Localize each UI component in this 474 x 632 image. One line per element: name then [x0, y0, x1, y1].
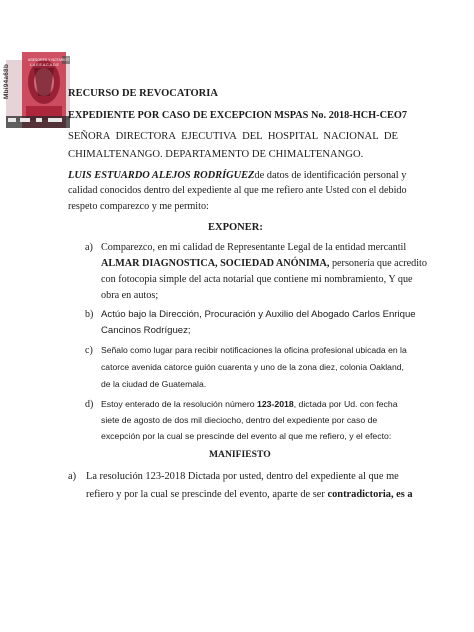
- company-rest: personería que acredito: [331, 258, 427, 269]
- salutation-line-1: [68, 132, 398, 143]
- item-a-line-1: Comparezco, en mi calidad de Representante Legal de la entidad mercantil: [101, 242, 407, 253]
- item-d-text-b: , dictada por Ud. con fecha: [293, 399, 398, 409]
- document-title: RECURSO DE REVOCATORIA: [68, 88, 218, 99]
- salutation-word: SEÑORA: [68, 131, 111, 142]
- company-name: ALMAR DIAGNOSTICA, SOCIEDAD ANÓNIMA,: [101, 258, 330, 269]
- heading-exponer: EXPONER:: [208, 222, 263, 233]
- salutation-word: DEL: [242, 131, 263, 142]
- manifiesto-a-marker: a): [68, 471, 77, 482]
- manifiesto-a-line-2: [86, 490, 413, 500]
- item-a-line-3: con fotocopia simple del acta notarial que contiene mi nombramiento, Y que: [101, 274, 413, 285]
- heading-manifiesto: MANIFIESTO: [209, 449, 271, 460]
- item-d-line-2: siete de agosto de dos mil dieciocho, dentro del expediente por caso de: [101, 415, 378, 425]
- intro-line-3: respeto comparezco y me permito:: [68, 201, 209, 212]
- item-b-line-1: Actúo bajo la Dirección, Procuración y Auxilio del Abogado Carlos Enrique: [101, 309, 416, 320]
- item-d-text-a: Estoy enterado de la resolución número: [101, 399, 255, 409]
- appellant-name: LUIS ESTUARDO ALEJOS RODRÍGUEZ: [68, 170, 255, 181]
- item-a-line-4: obra en autos;: [101, 290, 159, 301]
- item-b-marker: b): [85, 309, 94, 320]
- item-c-marker: c): [85, 345, 93, 356]
- salutation-word: DIRECTORA: [115, 131, 176, 142]
- item-b-line-2: Cancinos Rodríguez;: [101, 325, 191, 336]
- intro-line-1: [68, 170, 407, 181]
- seal-sub-text: L.A.E.E.A.C.A.D.E: [30, 63, 59, 67]
- item-a-line-2: [101, 259, 427, 269]
- salutation-word: DE: [383, 131, 398, 142]
- item-c-line-1: Señalo como lugar para recibir notificaciones la oficina profesional ubicada en la: [101, 345, 407, 355]
- item-a-marker: a): [85, 242, 93, 253]
- item-c-line-3: de la ciudad de Guatemala.: [101, 379, 207, 389]
- expediente-reference: EXPEDIENTE POR CASO DE EXCEPCION MSPAS No. 2018-HCH-CEO7: [68, 110, 408, 121]
- resolution-number: 123-2018: [257, 399, 294, 409]
- item-d-marker: d): [85, 399, 94, 410]
- manifiesto-a-line-1: La resolución 123-2018 Dictada por usted, dentro del expediente al que me: [86, 471, 399, 482]
- salutation-word: EJECUTIVA: [181, 131, 237, 142]
- item-c-line-2: catorce avenida catorce guión cuarenta y uno de la zona diez, colonia Oakland,: [101, 362, 404, 372]
- item-d-line-1: [101, 400, 398, 409]
- salutation-line-2: CHIMALTENANGO. DEPARTAMENTO DE CHIMALTENANGO.: [68, 149, 364, 160]
- salutation-word: NACIONAL: [323, 131, 379, 142]
- item-d-line-3: excepción por la cual se prescinde del evento al que me refiero, y el efecto:: [101, 431, 392, 441]
- seal-top-text: ASESORES Y NOTARIOS: [28, 58, 70, 62]
- seal-side-code: Mbi94a68b: [3, 64, 10, 100]
- manifiesto-a-bold: contradictoria, es a: [327, 489, 413, 500]
- salutation-word: HOSPITAL: [267, 131, 319, 142]
- manifiesto-a-text: refiero y por la cual se prescinde del evento, aparte de ser: [86, 489, 325, 500]
- intro-text: de datos de identificación personal y: [254, 170, 407, 181]
- intro-line-2: calidad conocidos dentro del expediente al que me refiero ante Usted con el debido: [68, 185, 407, 196]
